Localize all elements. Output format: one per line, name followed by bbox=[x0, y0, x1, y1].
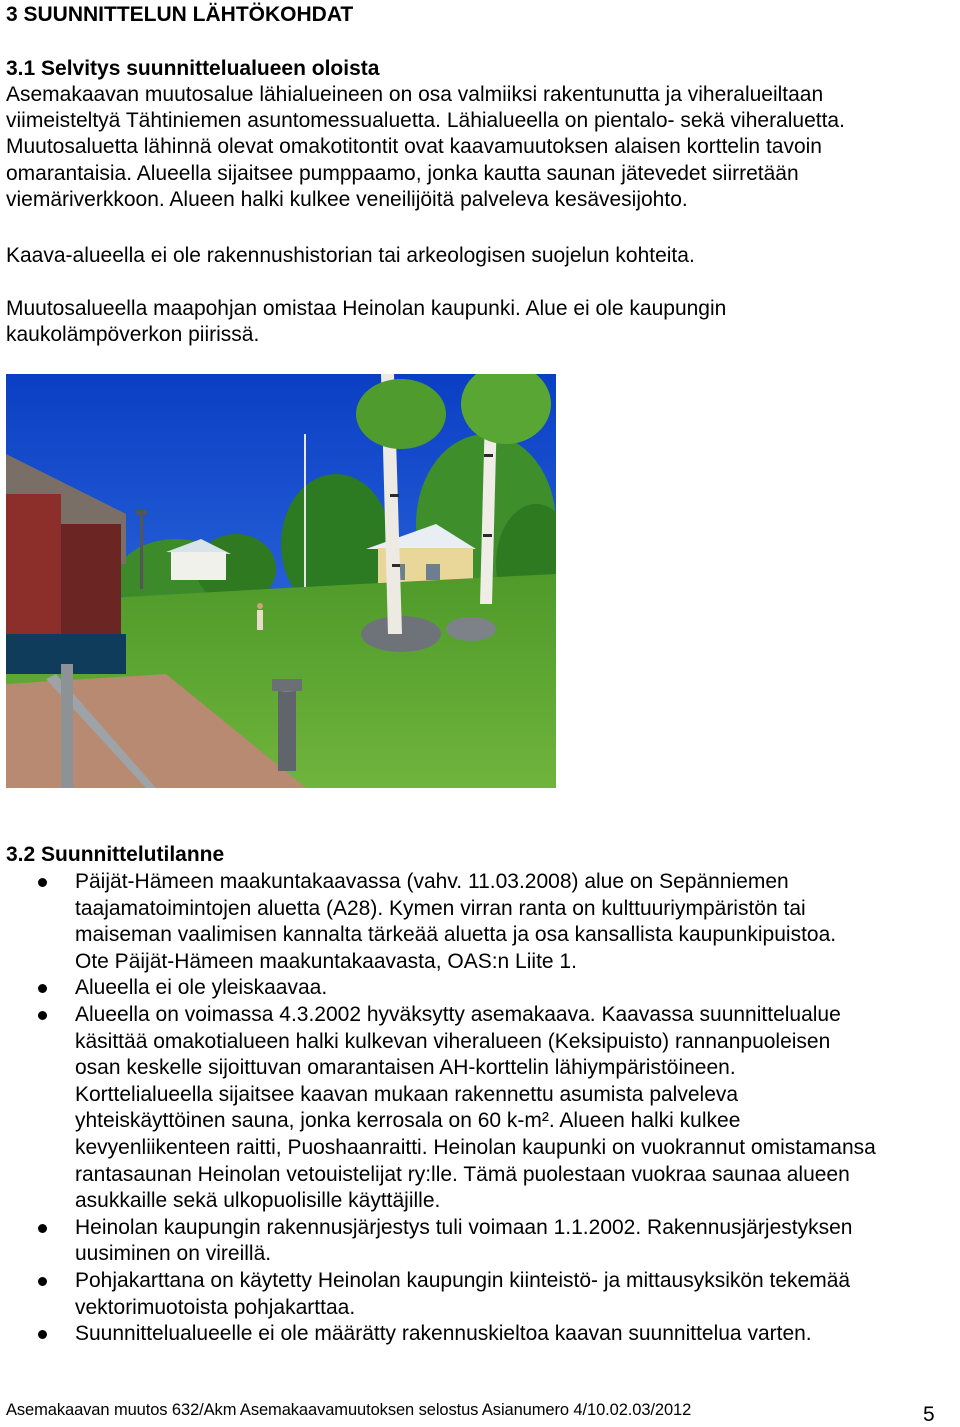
text-line: Alueella ei ole yleiskaavaa. bbox=[75, 976, 328, 1000]
text-line: Korttelialueella sijaitsee kaavan mukaan rakennettu asumista palveleva bbox=[75, 1082, 739, 1106]
text-line: Päijät-Hämeen maakuntakaavassa (vahv. 11.03.2008) alue on Sepänniemen bbox=[75, 870, 789, 893]
paragraph-ownership bbox=[6, 296, 956, 348]
bullet-icon bbox=[38, 984, 47, 993]
section-heading-3-2: 3.2 Suunnittelutilanne bbox=[6, 843, 225, 866]
text-line: Heinolan kaupungin rakennusjärjestys tuli voimaan 1.1.2002. Rakennusjärjestyksen bbox=[75, 1215, 853, 1239]
bullet-icon bbox=[38, 1011, 47, 1020]
text-line: maiseman vaalimisen kannalta tärkeää aluetta ja osa kansallista kaupunkipuistoa. bbox=[75, 923, 837, 947]
text-line: kevyenliikenteen raitti, Puoshaanraitti. Heinolan kaupunki on vuokrannut omistamansa bbox=[75, 1135, 876, 1159]
bullet-icon bbox=[38, 1277, 47, 1286]
site-photo-illustration bbox=[6, 374, 556, 788]
text-line: Kaava-alueella ei ole rakennushistorian tai arkeologisen suojelun kohteita. bbox=[6, 244, 695, 267]
page-number: 5 bbox=[923, 1403, 935, 1426]
list-item bbox=[0, 1268, 960, 1321]
text-line: osan keskelle sijoittuvan omarantaisen AH-korttelin lähiympäristöineen. bbox=[75, 1056, 736, 1080]
text-line: Ote Päijät-Hämeen maakuntakaavasta, OAS:n Liite 1. bbox=[75, 949, 577, 973]
text-line: rantasaunan Heinolan vetouistelijat ry:lle. Tämä puolestaan vuokraa saunaa alueen bbox=[75, 1162, 850, 1186]
text-line: Asemakaavan muutosalue lähialueineen on osa valmiiksi rakentunutta ja viheralueiltaan bbox=[6, 83, 824, 106]
chapter-heading: 3 SUUNNITTELUN LÄHTÖKOHDAT bbox=[6, 3, 354, 26]
text-line: käsittää omakotialueen halki kulkevan viheralueen (Keksipuisto) rannanpuoleisen bbox=[75, 1029, 831, 1053]
text-line: Alueella on voimassa 4.3.2002 hyväksytty asemakaava. Kaavassa suunnittelualue bbox=[75, 1002, 841, 1026]
text-line: Suunnittelualueelle ei ole määrätty rakennuskieltoa kaavan suunnittelua varten. bbox=[75, 1322, 812, 1346]
text-line: Pohjakarttana on käytetty Heinolan kaupungin kiinteistö- ja mittausyksikön tekemää bbox=[75, 1268, 851, 1292]
text-line: uusiminen on vireillä. bbox=[75, 1242, 272, 1266]
site-photo bbox=[6, 374, 556, 788]
text-line: taajamatoimintojen aluetta (A28). Kymen virran ranta on kulttuuriympäristön tai bbox=[75, 896, 806, 920]
planning-status-list bbox=[0, 869, 960, 1348]
text-line: asukkaille sekä ulkopuolisille käyttäjille. bbox=[75, 1189, 441, 1213]
text-line: yhteiskäyttöinen sauna, jonka kerrosala on 60 k-m². Alueen halki kulkee bbox=[75, 1109, 741, 1133]
list-item bbox=[0, 1215, 960, 1268]
page-footer: Asemakaavan muutos 632/Akm Asemakaavamuutoksen selostus Asianumero 4/10.02.03/2012 bbox=[6, 1401, 692, 1419]
paragraph-heritage bbox=[6, 243, 956, 269]
text-line: kaukolämpöverkon piirissä. bbox=[6, 323, 260, 347]
text-line: Muutosaluetta lähinnä olevat omakotitontit ovat kaavamuutoksen alaisen korttelin tavoin bbox=[6, 135, 822, 159]
list-item bbox=[0, 1002, 960, 1215]
list-item bbox=[0, 1321, 960, 1348]
text-line: omarantaisia. Alueella sijaitsee pumppaamo, jonka kautta saunan jätevedet siirretään bbox=[6, 161, 799, 185]
text-line: viemäriverkkoon. Alueen halki kulkee veneilijöitä palveleva kesävesijohto. bbox=[6, 187, 688, 211]
text-line: Muutosalueella maapohjan omistaa Heinolan kaupunki. Alue ei ole kaupungin bbox=[6, 297, 727, 320]
text-line: viimeisteltyä Tähtiniemen asuntomessualuetta. Lähialueella on pientalo- sekä viheraluetta. bbox=[6, 109, 845, 133]
paragraph-area-description bbox=[6, 82, 956, 213]
section-heading-3-1: 3.1 Selvitys suunnittelualueen oloista bbox=[6, 57, 380, 80]
list-item bbox=[0, 869, 960, 975]
bullet-icon bbox=[38, 1224, 47, 1233]
list-item bbox=[0, 975, 960, 1002]
text-line: vektorimuotoista pohjakarttaa. bbox=[75, 1295, 356, 1319]
bullet-icon bbox=[38, 1330, 47, 1339]
bullet-icon bbox=[38, 878, 47, 887]
